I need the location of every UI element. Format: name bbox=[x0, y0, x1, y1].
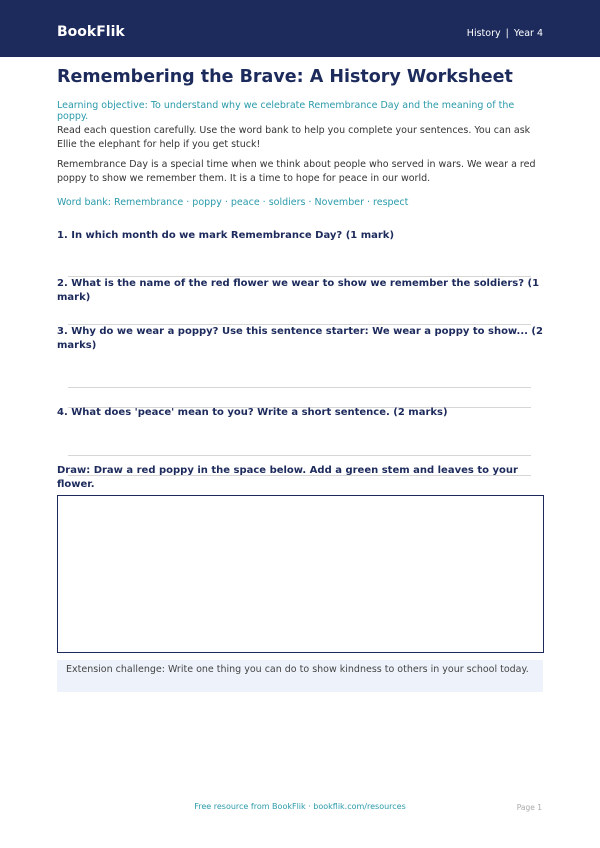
question-3: 3. Why do we wear a poppy? Use this sentence starter: We wear a poppy to show... (2 marks) bbox=[57, 326, 543, 351]
drawing-area[interactable] bbox=[57, 495, 544, 653]
footer-credit: Free resource from BookFlik · bookflik.com/resources bbox=[194, 802, 406, 811]
page-number: Page 1 bbox=[516, 803, 542, 812]
page-header bbox=[0, 0, 600, 57]
extension-challenge bbox=[57, 660, 543, 692]
instructions-paragraph: Read each question carefully. Use the word bank to help you complete your sentences. You can ask Ellie the elephant for help if you get stuck! bbox=[57, 125, 531, 150]
extension-text: Extension challenge: Write one thing you can do to show kindness to others in your school today. bbox=[66, 664, 529, 675]
header-meta bbox=[467, 28, 543, 39]
answer-line bbox=[68, 387, 531, 388]
answer-line bbox=[68, 455, 531, 456]
worksheet-title: Remembering the Brave: A History Worksheet bbox=[57, 67, 513, 87]
brand-logo: BookFlik bbox=[57, 24, 125, 40]
question-2: 2. What is the name of the red flower we wear to show we remember the soldiers? (1 mark) bbox=[57, 278, 540, 303]
learning-objective: Learning objective: To understand why we celebrate Remembrance Day and the meaning of the poppy. bbox=[57, 100, 515, 122]
subject-label: History bbox=[466, 28, 501, 39]
draw-prompt: Draw: Draw a red poppy in the space below. Add a green stem and leaves to your flower. bbox=[57, 465, 518, 490]
header-separator: | bbox=[505, 28, 509, 39]
question-1: 1. In which month do we mark Remembrance Day? (1 mark) bbox=[57, 230, 395, 241]
year-label: Year 4 bbox=[513, 28, 543, 39]
context-paragraph: Remembrance Day is a special time when we think about people who served in wars. We wear a red poppy to show we remember them. It is a time to hope for peace in our world. bbox=[57, 159, 536, 184]
word-bank: Word bank: Remembrance · poppy · peace · soldiers · November · respect bbox=[57, 197, 409, 208]
question-4: 4. What does 'peace' mean to you? Write a short sentence. (2 marks) bbox=[57, 407, 448, 418]
